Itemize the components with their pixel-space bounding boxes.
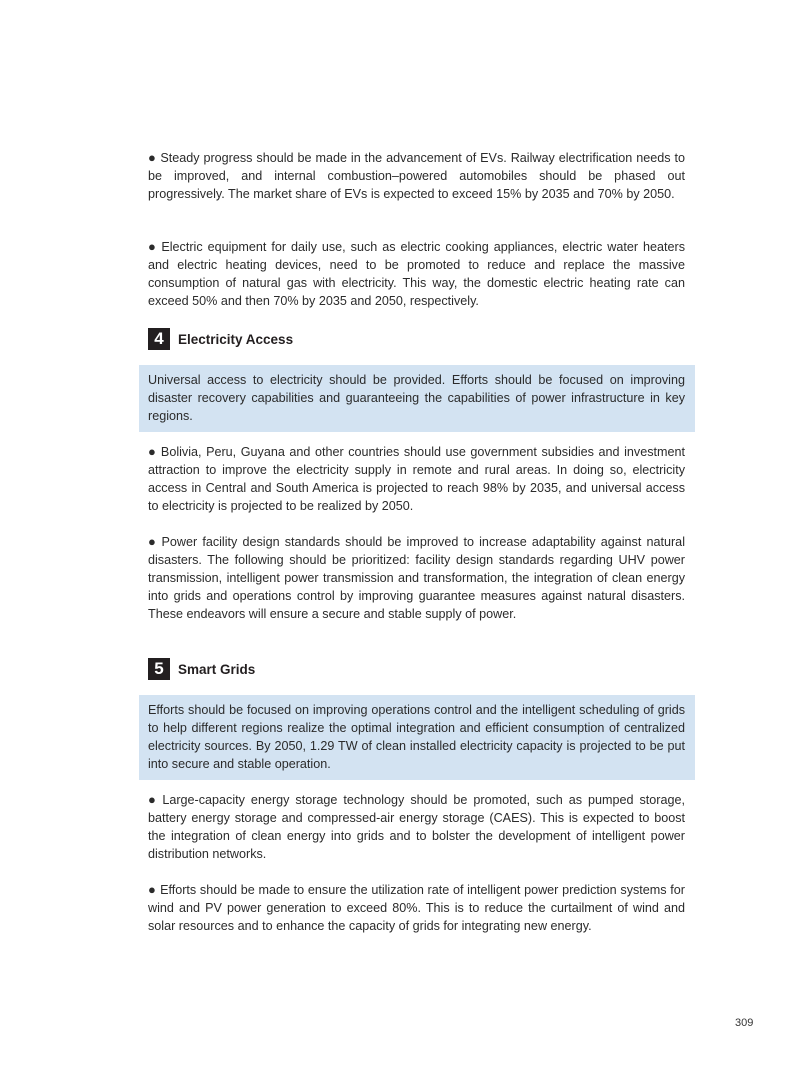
bullet-icon: ● (148, 792, 159, 807)
section-heading-4 (148, 328, 293, 350)
section-title: Electricity Access (178, 331, 294, 347)
bullet-icon: ● (148, 444, 157, 459)
summary-box (139, 365, 695, 432)
paragraph-text: Electric equipment for daily use, such as electric cooking appliances, electric water heaters and electric heating devices, need to be promoted to reduce and replace the massive consumption of natural gas with electricity. This way, the domestic electric heating rate can exceed 50% and then 70% by 2035 and 2050, respectively. (148, 240, 686, 308)
bullet-icon: ● (148, 239, 158, 254)
bullet-icon: ● (148, 150, 157, 165)
bullet-paragraph (148, 533, 685, 623)
paragraph-text: Power facility design standards should be improved to increase adaptability against natural disasters. The following should be prioritized: facility design standards regarding UHV power transmission, intelligent power transmission and transformation, the integration of clean energy into grids and operations control by improving guarantee measures against natural disasters. These endeavors will ensure a secure and stable supply of power. (148, 535, 685, 621)
summary-text: Efforts should be focused on improving operations control and the intelligent scheduling of grids to help different regions realize the optimal integration and efficient consumption of centralized electricity sources. By 2050, 1.29 TW of clean installed electricity capacity is projected to be put into secure and stable operation. (148, 703, 685, 771)
bullet-paragraph (148, 881, 685, 935)
section-number: 4 (148, 328, 170, 350)
section-heading-5 (148, 658, 255, 680)
section-number: 5 (148, 658, 170, 680)
summary-text: Universal access to electricity should be provided. Efforts should be focused on improving disaster recovery capabilities and guaranteeing the capabilities of power infrastructure in key regions. (148, 373, 685, 423)
paragraph-text: Efforts should be made to ensure the utilization rate of intelligent power prediction systems for wind and PV power generation to exceed 80%. This is to reduce the curtailment of wind and solar resources and to enhance the capacity of grids for integrating new energy. (148, 883, 685, 933)
summary-box (139, 695, 695, 780)
bullet-icon: ● (148, 882, 157, 897)
paragraph-text: Large-capacity energy storage technology should be promoted, such as pumped storage, battery energy storage and compressed-air energy storage (CAES). This is expected to boost the integration of clean energy into grids and to bolster the development of intelligent power distribution networks. (148, 793, 685, 861)
bullet-paragraph (148, 791, 685, 863)
paragraph-text: Bolivia, Peru, Guyana and other countries should use government subsidies and investment attraction to improve the electricity supply in remote and rural areas. In doing so, electricity access in Central and South America is projected to reach 98% by 2035, and universal access to electricity is projected to be realized by 2050. (148, 445, 685, 513)
page-number: 309 (735, 1017, 754, 1029)
bullet-paragraph (148, 443, 685, 515)
bullet-paragraph (148, 149, 685, 203)
paragraph-text: Steady progress should be made in the advancement of EVs. Railway electrification needs to be improved, and internal combustion–powered automobiles should be phased out progressively. The market share of EVs is expected to exceed 15% by 2035 and 70% by 2050. (148, 151, 685, 201)
section-title: Smart Grids (178, 661, 256, 677)
bullet-icon: ● (148, 534, 158, 549)
bullet-paragraph (148, 238, 685, 310)
